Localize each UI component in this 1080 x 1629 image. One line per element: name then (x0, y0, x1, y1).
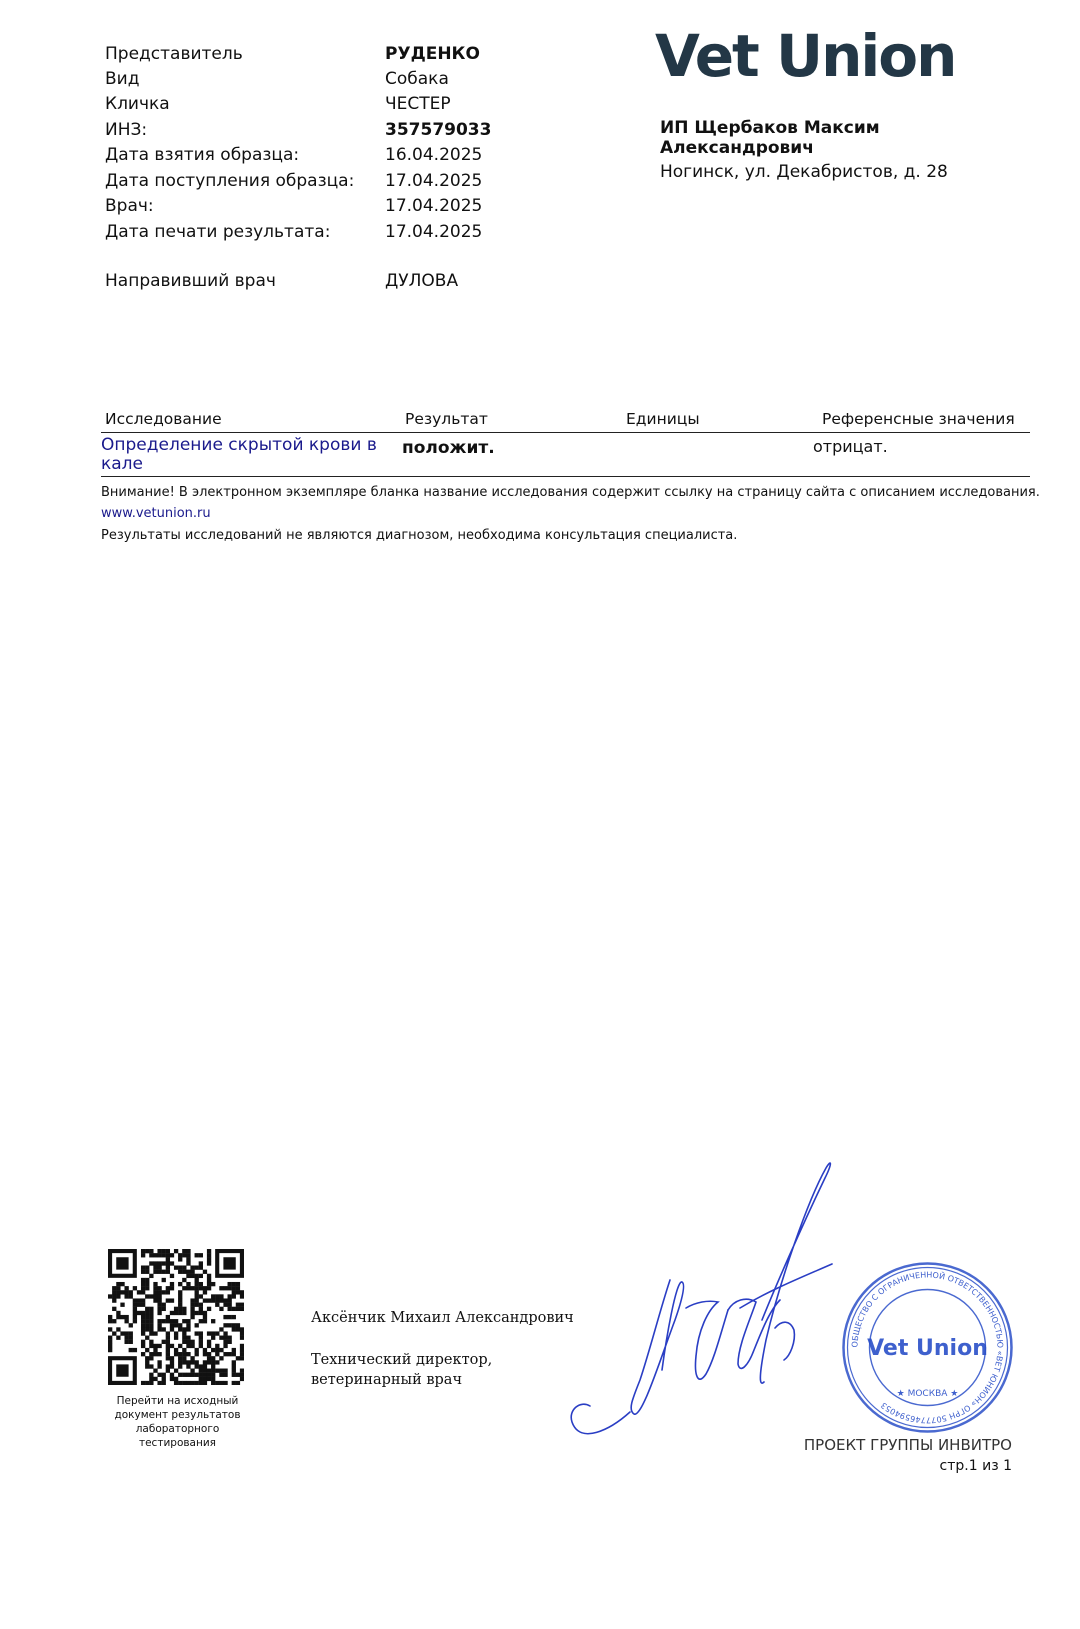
sample-received-value: 17.04.2025 (385, 171, 483, 191)
referring-doctor-value: ДУЛОВА (385, 271, 459, 291)
doctor-row (105, 196, 525, 221)
signer-name: Аксёнчик Михаил Александрович (311, 1310, 574, 1326)
sample-received-row (105, 171, 525, 196)
species-label: Вид (105, 69, 140, 89)
doctor-value: 17.04.2025 (385, 196, 483, 216)
stamp-center-text: Vet Union (867, 1336, 988, 1361)
sample-taken-label: Дата взятия образца: (105, 145, 300, 165)
stamp-ring-text: ОБЩЕСТВО С ОГРАНИЧЕННОЙ ОТВЕТСТВЕННОСТЬЮ «ВЕТ ЮНИОН» ОГРН 5077746594053 (850, 1270, 1005, 1425)
page-number: стр.1 из 1 (939, 1458, 1012, 1474)
print-date-row (105, 222, 525, 247)
sample-taken-row (105, 145, 525, 170)
qr-code[interactable] (108, 1249, 244, 1385)
attention-note: Внимание! В электронном экземпляре бланка название исследования содержит ссылку на страницу сайта с описанием исследования. (101, 485, 1040, 500)
company-stamp (840, 1260, 1015, 1435)
doctor-label: Врач: (105, 196, 154, 216)
species-row (105, 69, 525, 94)
pet-name-row (105, 94, 525, 119)
species-value: Собака (385, 69, 449, 89)
sample-received-label: Дата поступления образца: (105, 171, 355, 191)
row-divider (101, 476, 1030, 477)
test-result: положит. (402, 438, 495, 458)
order-id-label: ИНЗ: (105, 120, 148, 140)
header-units: Единицы (626, 410, 700, 428)
signer-title: Технический директор, ветеринарный врач (311, 1352, 493, 1388)
representative-label: Представитель (105, 44, 243, 64)
vet-union-logo: Vet Union (655, 22, 956, 90)
print-date-label: Дата печати результата: (105, 222, 331, 242)
test-reference: отрицат. (813, 437, 888, 456)
referring-doctor-label: Направивший врач (105, 271, 276, 291)
header-test: Исследование (105, 410, 222, 428)
order-id-row (105, 120, 525, 145)
clinic-name: ИП Щербаков Максим Александрович (660, 118, 880, 158)
header-result: Результат (405, 410, 488, 428)
qr-caption: Перейти на исходный документ результатов лабораторного тестирования (114, 1395, 241, 1449)
representative-value: РУДЕНКО (385, 44, 480, 64)
referring-doctor-row (105, 271, 525, 296)
signature-image (570, 1160, 850, 1460)
disclaimer-note: Результаты исследований не являются диагнозом, необходима консультация специалиста. (101, 528, 738, 543)
representative-row (105, 44, 525, 69)
qr-code-image (108, 1249, 244, 1385)
project-label: ПРОЕКТ ГРУППЫ ИНВИТРО (803, 1436, 1012, 1454)
pet-name-value: ЧЕСТЕР (385, 94, 451, 114)
header-divider (101, 432, 1030, 433)
test-name-link[interactable]: Определение скрытой крови в кале (101, 435, 377, 474)
order-id-value: 357579033 (385, 120, 492, 140)
header-reference: Референсные значения (822, 410, 1015, 428)
clinic-address: Ногинск, ул. Декабристов, д. 28 (660, 162, 948, 182)
sample-taken-value: 16.04.2025 (385, 145, 483, 165)
site-link[interactable]: www.vetunion.ru (101, 506, 211, 521)
print-date-value: 17.04.2025 (385, 222, 483, 242)
pet-name-label: Кличка (105, 94, 170, 114)
stamp-city-text: ★ МОСКВА ★ (896, 1389, 959, 1399)
